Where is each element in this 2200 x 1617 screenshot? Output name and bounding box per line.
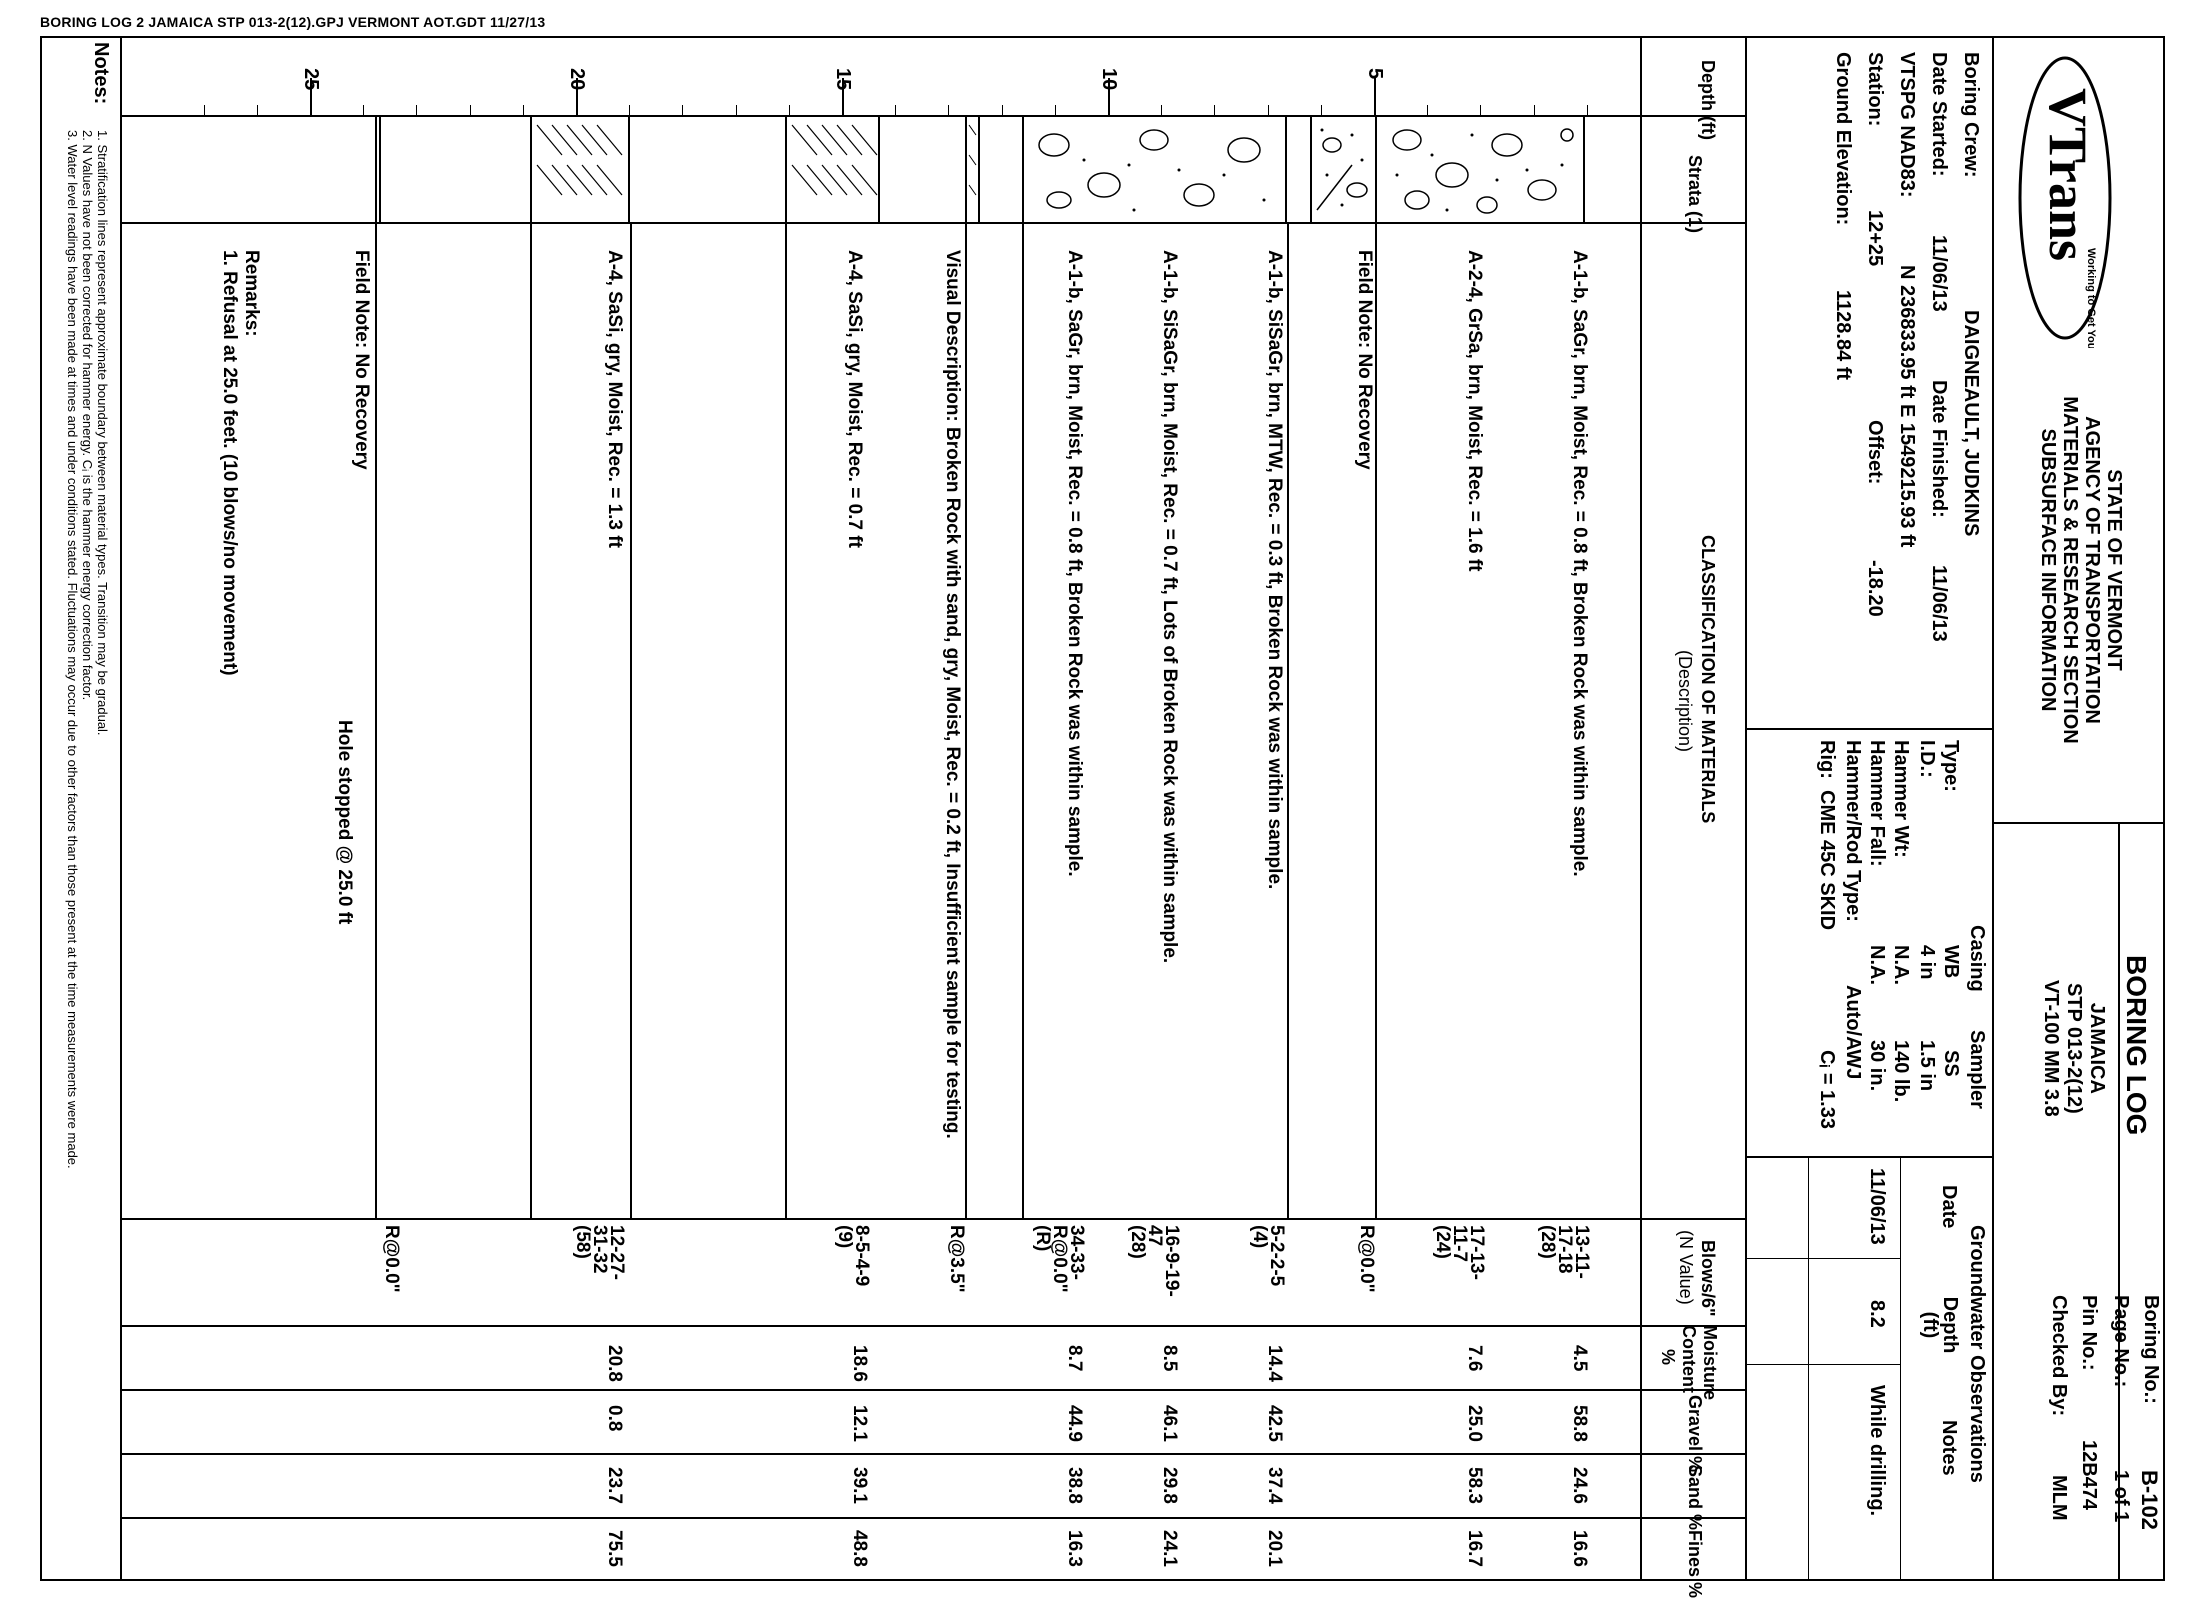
strata-silt-1 — [785, 115, 880, 222]
gravel-value-4: 42.5 — [1264, 1405, 1285, 1442]
project-town: JAMAICA — [2086, 1002, 2108, 1094]
description-10: Field Note: No Recovery — [351, 250, 372, 470]
column-blows-sub: (N Value) — [1676, 1230, 1696, 1305]
page-value: 1 of 1 — [2110, 1470, 2132, 1523]
description-8: A-4, SaSi, gry, Moist, Rec. = 0.7 ft — [844, 250, 865, 548]
date-finished-value: 11/06/13 — [1928, 565, 1950, 642]
gw-title: Groundwater Observations — [1966, 1225, 1988, 1483]
gw-depth-header: Depth (ft) — [1919, 1296, 1961, 1354]
note-3: 3. Water level readings have been made at times and under conditions stated. Fluctuations may occur due to other factors than those present at the time measurements were made. — [65, 130, 80, 1169]
gw-depth-value: 8.2 — [1866, 1300, 1888, 1328]
sand-pattern — [1312, 115, 1375, 222]
header-row-divider — [1640, 36, 1642, 1581]
pin-value: 12B474 — [2078, 1440, 2100, 1511]
depth-minor-tick — [682, 105, 683, 115]
description-6: A-1-b, SaGr, brn, Moist, Rec. = 0.8 ft, Broken Rock was within sample. — [1064, 250, 1085, 877]
column-sand-header: Sand % — [1685, 1465, 1705, 1531]
crew-label: Boring Crew: — [1960, 52, 1982, 178]
depth-minor-tick — [1161, 105, 1162, 115]
equip-type-sampler: SS — [1940, 1050, 1962, 1077]
layer-line-3 — [1022, 222, 1024, 1218]
gravel-value-5: 46.1 — [1159, 1405, 1180, 1442]
description-5: A-1-b, SiSaGr, brn, Moist, Rec. = 0.7 ft, Lots of Broken Rock was within sample. — [1159, 250, 1180, 964]
gravel-bottom-line — [120, 1453, 1745, 1455]
blows-bottom-line — [120, 1325, 1745, 1327]
description-3: Field Note: No Recovery — [1354, 250, 1375, 470]
moisture-value-8: 18.6 — [849, 1345, 870, 1382]
gravel-value-6: 44.9 — [1064, 1405, 1085, 1442]
strata-gravel-1 — [1375, 115, 1585, 222]
column-blows-header: Blows/6" — [1698, 1240, 1718, 1317]
depth-minor-tick — [629, 105, 630, 115]
moisture-bottom-line — [120, 1389, 1745, 1391]
project-block — [2039, 980, 2108, 1117]
column-moisture-header: Moisture Content % — [1658, 1325, 1720, 1401]
depth-minor-tick — [895, 105, 896, 115]
sand-value-1: 24.6 — [1569, 1467, 1590, 1504]
hammer-fall-label: Hammer Fall: — [1866, 740, 1888, 867]
agency-block — [2037, 380, 2125, 760]
boring-no-label: Boring No.: — [2140, 1295, 2162, 1404]
header-divider-2 — [1992, 36, 1994, 1581]
gw-divider — [1808, 1156, 1809, 1581]
agency-line-1: STATE OF VERMONT — [2103, 469, 2125, 671]
date-started-label: Date Started: — [1928, 52, 1950, 177]
remarks-1: 1. Refusal at 25.0 feet. (10 blows/no movement) — [219, 250, 240, 676]
pin-label: Pin No.: — [2078, 1295, 2100, 1371]
sand-value-2: 58.3 — [1464, 1467, 1485, 1504]
gw-date-header: Date — [1938, 1185, 1960, 1229]
remarks-title: Remarks: — [241, 250, 262, 337]
gw-notes-header: Notes — [1938, 1420, 1960, 1476]
checked-label: Checked By: — [2048, 1295, 2070, 1417]
layer-line-2 — [1287, 222, 1289, 1218]
gw-divider-2 — [1900, 1156, 1901, 1581]
agency-line-2: AGENCY OF TRANSPORTATION — [2081, 416, 2103, 724]
gravel-value-8: 12.1 — [849, 1405, 870, 1442]
gravel-value-2: 25.0 — [1464, 1405, 1485, 1442]
header-divider — [1745, 36, 1747, 1581]
description-7: Visual Description: Broken Rock with sand, gry, Moist, Rec. = 0.2 ft, Insufficient sample for testing. — [942, 250, 963, 1139]
hammer-efficiency: Cᵢ = 1.33 — [1816, 1050, 1838, 1129]
hammer-wt-casing: N.A. — [1890, 945, 1912, 985]
blow-count-8: 8-5-4-9 (9) — [834, 1225, 872, 1287]
notes-divider — [120, 36, 122, 1581]
depth-minor-tick — [1427, 105, 1428, 115]
strata-rock — [965, 115, 980, 222]
description-4: A-1-b, SiSaGr, brn, MTW, Rec. = 0.3 ft, Broken Rock was within sample. — [1264, 250, 1285, 890]
crew-value: DAIGNEAULT, JUDKINS — [1960, 310, 1982, 537]
equip-type-label: Type: — [1940, 740, 1962, 792]
ground-elevation-value: 1128.84 ft — [1832, 290, 1854, 381]
offset-value: -18.20 — [1864, 560, 1886, 617]
notes-block — [65, 130, 110, 1169]
depth-header-text: Depth (ft) — [1698, 60, 1718, 140]
strata-sand-1 — [1310, 115, 1377, 222]
svg-text:Working to Get You There: Working to Get You There — [2085, 248, 2097, 348]
equip-id-casing: 4 in — [1916, 945, 1938, 980]
sand-bottom-line — [120, 1517, 1745, 1519]
page-label: Page No.: — [2110, 1295, 2132, 1388]
blow-count-7: R@3.5" — [946, 1225, 967, 1293]
equip-id-label: I.D.: — [1916, 740, 1938, 778]
hammer-rod-label: Hammer/Rod Type: — [1842, 740, 1864, 922]
station-label: Station: — [1864, 52, 1886, 127]
offset-label: Offset: — [1864, 420, 1886, 485]
description-2: A-2-4, GrSa, brn, Moist, Rec. = 1.6 ft — [1464, 250, 1485, 572]
depth-minor-tick — [470, 105, 471, 115]
depth-minor-tick — [1214, 105, 1215, 115]
gravel-value-1: 58.8 — [1569, 1405, 1590, 1442]
layer-line-4 — [965, 222, 967, 1218]
depth-minor-tick — [416, 105, 417, 115]
project-route: VT-100 MM 3.8 — [2040, 980, 2062, 1117]
agency-line-3: MATERIALS & RESEARCH SECTION — [2059, 396, 2081, 744]
depth-minor-tick — [789, 105, 790, 115]
layer-line-6 — [630, 222, 632, 1218]
blow-count-2: 17-13- 11-7 (24) — [1432, 1225, 1487, 1280]
depth-minor-tick — [1055, 105, 1056, 115]
depth-minor-tick — [363, 105, 364, 115]
column-depth-header — [1697, 60, 1718, 140]
layer-line-1 — [1375, 222, 1377, 1218]
rig-value: CME 45C SKID — [1816, 790, 1838, 931]
fines-value-1: 16.6 — [1569, 1530, 1590, 1567]
vtspg-label: VTSPG NAD83: — [1896, 52, 1918, 198]
column-classification-header: CLASSIFICATION OF MATERIALS — [1698, 535, 1718, 824]
depth-label-15: 15 — [832, 68, 854, 91]
depth-minor-tick — [1480, 105, 1481, 115]
silt-pattern-2 — [532, 115, 628, 222]
gravel-value-9: 0.8 — [604, 1405, 625, 1432]
station-value: 12+25 — [1864, 210, 1886, 267]
gw-hline — [1745, 1258, 1900, 1259]
gw-notes-value: While drilling. — [1866, 1385, 1888, 1517]
agency-line-4: SUBSURFACE INFORMATION — [2037, 428, 2059, 712]
header-divider-3 — [2118, 822, 2120, 1581]
blow-count-1: 13-11- 17-18 (28) — [1537, 1225, 1592, 1279]
vtrans-logo-icon — [2010, 48, 2120, 348]
blow-count-5: 16-9-19- 47 (28) — [1127, 1225, 1182, 1297]
note-2: 2. N Values have not been corrected for hammer energy. Cᵢ is the hammer energy correction factor. — [80, 130, 95, 701]
page-title: BORING LOG — [2121, 955, 2152, 1136]
depth-minor-tick — [736, 105, 737, 115]
sand-value-5: 29.8 — [1159, 1467, 1180, 1504]
equip-casing-header: Casing — [1966, 925, 1988, 992]
rock-pattern — [967, 115, 978, 222]
moisture-value-6: 8.7 — [1064, 1345, 1085, 1372]
fines-value-5: 24.1 — [1159, 1530, 1180, 1567]
header-hline-2 — [1745, 728, 1992, 730]
hammer-rod-value: Auto/AWJ — [1842, 985, 1864, 1080]
moisture-value-9: 20.8 — [604, 1345, 625, 1382]
hammer-wt-label: Hammer Wt: — [1890, 740, 1912, 858]
classification-bottom-line — [120, 1218, 1745, 1220]
moisture-value-2: 7.6 — [1464, 1345, 1485, 1372]
depth-label-10: 10 — [1098, 68, 1120, 91]
silt-pattern — [787, 115, 878, 222]
equip-id-sampler: 1.5 in — [1916, 1040, 1938, 1092]
column-gravel-header: Gravel % — [1685, 1395, 1705, 1473]
moisture-value-4: 14.4 — [1264, 1345, 1285, 1382]
moisture-value-1: 4.5 — [1569, 1345, 1590, 1372]
gw-date-value: 11/06/13 — [1866, 1168, 1888, 1245]
hammer-wt-sampler: 140 lb. — [1890, 1040, 1912, 1103]
gw-hline-2 — [1745, 1364, 1900, 1365]
sand-value-8: 39.1 — [849, 1467, 870, 1504]
column-strata-header: Strata (1) — [1685, 155, 1705, 234]
fines-value-8: 48.8 — [849, 1530, 870, 1567]
sand-value-4: 37.4 — [1264, 1467, 1285, 1504]
description-9: A-4, SaSi, gry, Moist, Rec. = 1.3 ft — [604, 250, 625, 548]
moisture-value-5: 8.5 — [1159, 1345, 1180, 1372]
rig-label: Rig: — [1816, 740, 1838, 779]
depth-minor-tick — [523, 105, 524, 115]
svg-text:VTrans: VTrans — [2038, 88, 2098, 262]
layer-line-8 — [375, 222, 377, 1218]
ground-elevation-label: Ground Elevation: — [1832, 52, 1854, 226]
depth-minor-tick — [1002, 105, 1003, 115]
layer-line-7 — [530, 222, 532, 1218]
fines-value-9: 75.5 — [604, 1530, 625, 1567]
depth-label-20: 20 — [566, 68, 588, 91]
sand-value-6: 38.8 — [1064, 1467, 1085, 1504]
depth-minor-tick — [1268, 105, 1269, 115]
depth-minor-tick — [1321, 105, 1322, 115]
header-hline — [1992, 822, 2165, 824]
strata-bottom-line — [120, 222, 1745, 224]
depth-tick-5 — [1374, 78, 1376, 115]
note-1: 1. Stratification lines represent approximate boundary between material types. Transition may be gradual. — [95, 130, 110, 736]
checked-value: MLM — [2048, 1475, 2070, 1521]
date-finished-label: Date Finished: — [1928, 380, 1950, 518]
fines-value-4: 20.1 — [1264, 1530, 1285, 1567]
strata-gravel-2 — [1022, 115, 1287, 222]
sand-value-9: 23.7 — [604, 1467, 625, 1504]
equip-type-casing: WB — [1940, 945, 1962, 979]
vtspg-value: N 236833.95 ft E 1549215.93 ft — [1896, 265, 1918, 548]
gravel-pattern-2 — [1024, 115, 1285, 222]
gravel-pattern — [1377, 115, 1583, 222]
column-classification-sub: (Description) — [1675, 650, 1695, 753]
depth-label-25: 25 — [300, 68, 322, 91]
depth-minor-tick — [1587, 105, 1588, 115]
strata-bedrock — [375, 115, 381, 222]
depth-minor-tick — [257, 105, 258, 115]
notes-title: Notes: — [90, 42, 112, 105]
column-fines-header: Fines % — [1685, 1530, 1705, 1599]
depth-label-5: 5 — [1364, 68, 1386, 80]
file-header: BORING LOG 2 JAMAICA STP 013-2(12).GPJ VERMONT AOT.GDT 11/27/13 — [40, 14, 546, 30]
hammer-fall-casing: N.A. — [1866, 945, 1888, 985]
blow-count-10: R@0.0" — [381, 1225, 402, 1293]
depth-minor-tick — [204, 105, 205, 115]
boring-no: B-102 — [2137, 1470, 2162, 1530]
date-started-value: 11/06/13 — [1928, 235, 1950, 312]
strata-silt-2 — [530, 115, 630, 222]
project-number: STP 013-2(12) — [2063, 982, 2085, 1114]
depth-minor-tick — [948, 105, 949, 115]
depth-minor-tick — [1534, 105, 1535, 115]
blow-count-3: R@0.0" — [1356, 1225, 1377, 1293]
hammer-fall-sampler: 30 in. — [1866, 1040, 1888, 1092]
blow-count-6: 34-33- R@0.0" (R) — [1032, 1225, 1087, 1293]
hole-stopped: Hole stopped @ 25.0 ft — [334, 720, 355, 925]
fines-value-2: 16.7 — [1464, 1530, 1485, 1567]
vtrans-logo — [2010, 48, 2120, 348]
layer-line-5 — [785, 222, 787, 1218]
blow-count-9: 12-27- 31-32 (58) — [572, 1225, 627, 1280]
description-1: A-1-b, SaGr, brn, Moist, Rec. = 0.8 ft, Broken Rock was within sample. — [1569, 250, 1590, 877]
header-hline-3 — [1745, 1156, 1992, 1158]
blow-count-4: 5-2-2-5 (4) — [1249, 1225, 1287, 1287]
equip-sampler-header: Sampler — [1966, 1030, 1988, 1109]
fines-value-6: 16.3 — [1064, 1530, 1085, 1567]
